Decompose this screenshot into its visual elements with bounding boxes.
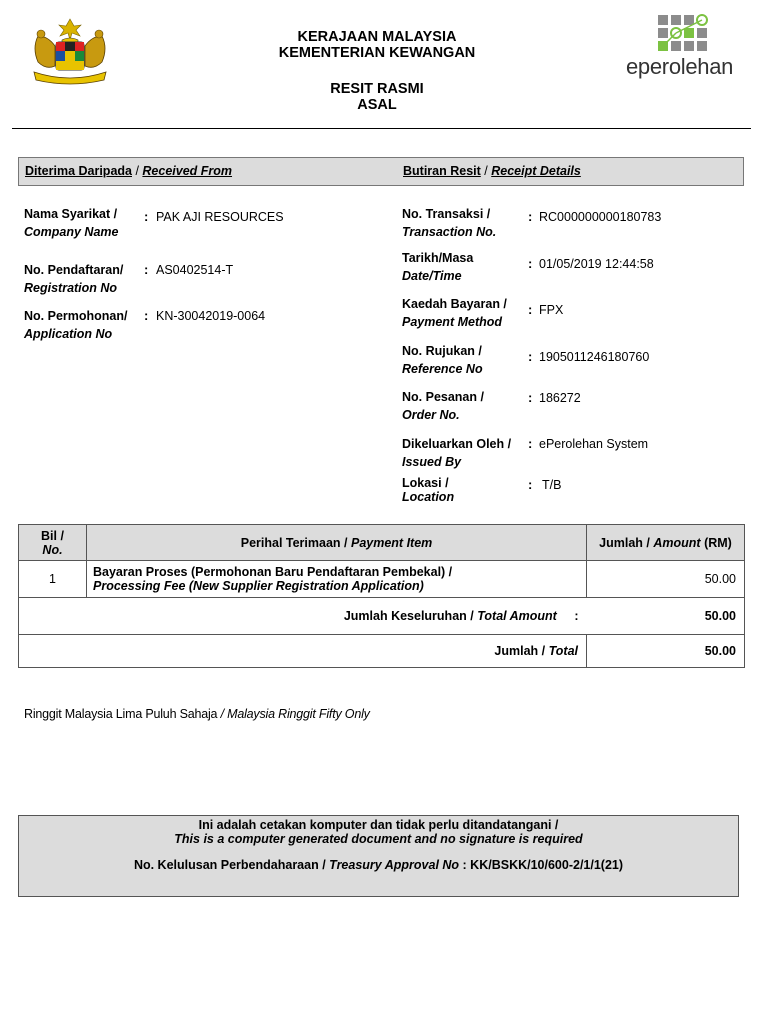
col-header-item-ms: Perihal Terimaan / [240, 535, 348, 550]
payment-items-table [18, 524, 745, 668]
header-receipt-title: RESIT RASMI [330, 81, 424, 97]
treasury-approval-label-en: Treasury Approval No [329, 858, 460, 872]
receipt-details-title-en: Receipt Details [491, 164, 581, 178]
transaction-no-label [402, 205, 496, 241]
grand-total-row [19, 598, 745, 635]
issued-by-label [402, 435, 511, 471]
col-header-amount-ms: Jumlah / [599, 535, 650, 550]
total-label-ms: Jumlah / [494, 644, 546, 658]
company-name-label-en: Company Name [24, 225, 119, 239]
location-label [402, 476, 454, 504]
col-header-no-en: No. [42, 542, 63, 557]
footer-notice-box [18, 815, 739, 897]
treasury-approval-value: : KK/BSKK/10/600-2/1/1(21) [462, 858, 624, 872]
colon: : [144, 262, 149, 277]
location-label-ms: Lokasi / [402, 476, 449, 490]
location-value: T/B [542, 478, 562, 492]
grand-total-value: 50.00 [587, 598, 745, 635]
header-government: KERAJAAN MALAYSIA [297, 29, 457, 45]
reference-no-label-en: Reference No [402, 362, 483, 376]
malaysia-coat-of-arms-icon [28, 16, 112, 86]
location-label-en: Location [402, 490, 455, 504]
col-header-no [19, 525, 87, 561]
date-time-label-ms: Tarikh/Masa [402, 251, 474, 265]
colon: : [528, 436, 533, 451]
eperolehan-logo-text: eperolehan [626, 54, 734, 79]
amount-in-words-ms: Ringgit Malaysia Lima Puluh Sahaja [24, 707, 218, 721]
issued-by-label-ms: Dikeluarkan Oleh / [402, 437, 512, 451]
header-original: ASAL [357, 97, 397, 113]
col-header-item [87, 525, 587, 561]
received-from-title-en: Received From [142, 164, 233, 178]
received-from-heading: Diterima Daripada / Received From [25, 164, 233, 178]
date-time-label [402, 249, 473, 285]
amount-in-words-en: / Malaysia Ringgit Fifty Only [220, 707, 370, 721]
order-no-value: 186272 [539, 391, 581, 405]
total-value: 50.00 [587, 635, 745, 668]
amount-in-words [24, 707, 370, 721]
application-no-label-ms: No. Permohonan/ [24, 309, 128, 323]
section-header-bar [18, 157, 744, 186]
payment-method-value: FPX [539, 303, 564, 317]
total-label-en: Total [548, 644, 578, 658]
company-name-value: PAK AJI RESOURCES [156, 210, 284, 224]
registration-no-label [24, 261, 123, 297]
grand-total-colon: : [574, 609, 579, 623]
registration-no-label-en: Registration No [24, 281, 118, 295]
company-name-label [24, 205, 118, 241]
application-no-label-en: Application No [24, 327, 113, 341]
transaction-no-label-ms: No. Transaksi / [402, 207, 491, 221]
reference-no-label-ms: No. Rujukan / [402, 344, 482, 358]
row-no: 1 [19, 561, 87, 598]
row-item [87, 561, 587, 598]
total-row [19, 635, 745, 668]
row-item-ms: Bayaran Proses (Permohonan Baru Pendaftaran Pembekal) / [93, 565, 453, 579]
footer-line-en: This is a computer generated document and no signature is required [174, 832, 583, 846]
treasury-approval [19, 858, 738, 872]
order-no-label [402, 388, 484, 424]
col-header-amount [587, 525, 745, 561]
colon: : [144, 308, 149, 323]
header-divider [12, 128, 751, 129]
application-no-label [24, 307, 127, 343]
received-from-title-ms: Diterima Daripada [25, 164, 132, 178]
row-amount: 50.00 [587, 561, 745, 598]
eperolehan-logo [624, 12, 740, 82]
company-name-label-ms: Nama Syarikat / [24, 207, 118, 221]
receipt-details-title-ms: Butiran Resit [403, 164, 481, 178]
table-row [19, 561, 745, 598]
eperolehan-grid-icon [624, 12, 740, 52]
colon: : [528, 256, 533, 271]
order-no-label-en: Order No. [402, 408, 460, 422]
table-header-row [19, 525, 745, 561]
application-no-value: KN-30042019-0064 [156, 309, 266, 323]
col-header-amount-en: Amount [653, 535, 701, 550]
issued-by-label-en: Issued By [402, 455, 462, 469]
colon: : [528, 302, 533, 317]
col-header-no-ms: Bil / [41, 528, 64, 543]
registration-no-label-ms: No. Pendaftaran/ [24, 263, 124, 277]
payment-method-label-en: Payment Method [402, 315, 503, 329]
date-time-value: 01/05/2019 12:44:58 [539, 257, 654, 271]
col-header-item-en: Payment Item [350, 535, 433, 550]
reference-no-value: 1905011246180760 [539, 350, 650, 364]
date-time-label-en: Date/Time [402, 269, 462, 283]
footer-line-ms: Ini adalah cetakan komputer dan tidak perlu ditandatangani / [198, 818, 559, 832]
header-ministry: KEMENTERIAN KEWANGAN [278, 45, 476, 61]
payment-method-label-ms: Kaedah Bayaran / [402, 297, 507, 311]
receipt-details-heading: Butiran Resit / Receipt Details [403, 164, 581, 178]
total-label [19, 635, 587, 668]
registration-no-value: AS0402514-T [156, 263, 234, 277]
order-no-label-ms: No. Pesanan / [402, 390, 484, 404]
transaction-no-label-en: Transaction No. [402, 225, 497, 239]
issued-by-value: ePerolehan System [539, 437, 649, 451]
treasury-approval-label-ms: No. Kelulusan Perbendaharaan / [133, 858, 326, 872]
colon: : [528, 349, 533, 364]
colon: : [528, 209, 533, 224]
transaction-no-value: RC000000000180783 [539, 210, 662, 224]
reference-no-label [402, 342, 483, 378]
row-item-en: Processing Fee (New Supplier Registration Application) [93, 579, 424, 593]
colon: : [528, 477, 533, 492]
colon: : [528, 390, 533, 405]
payment-method-label [402, 295, 507, 331]
colon: : [144, 209, 149, 224]
col-header-amount-unit: (RM) [704, 535, 732, 550]
grand-total-label-ms: Jumlah Keseluruhan / [343, 609, 474, 623]
grand-total-label-en: Total Amount [477, 609, 557, 623]
grand-total-label [19, 598, 587, 635]
